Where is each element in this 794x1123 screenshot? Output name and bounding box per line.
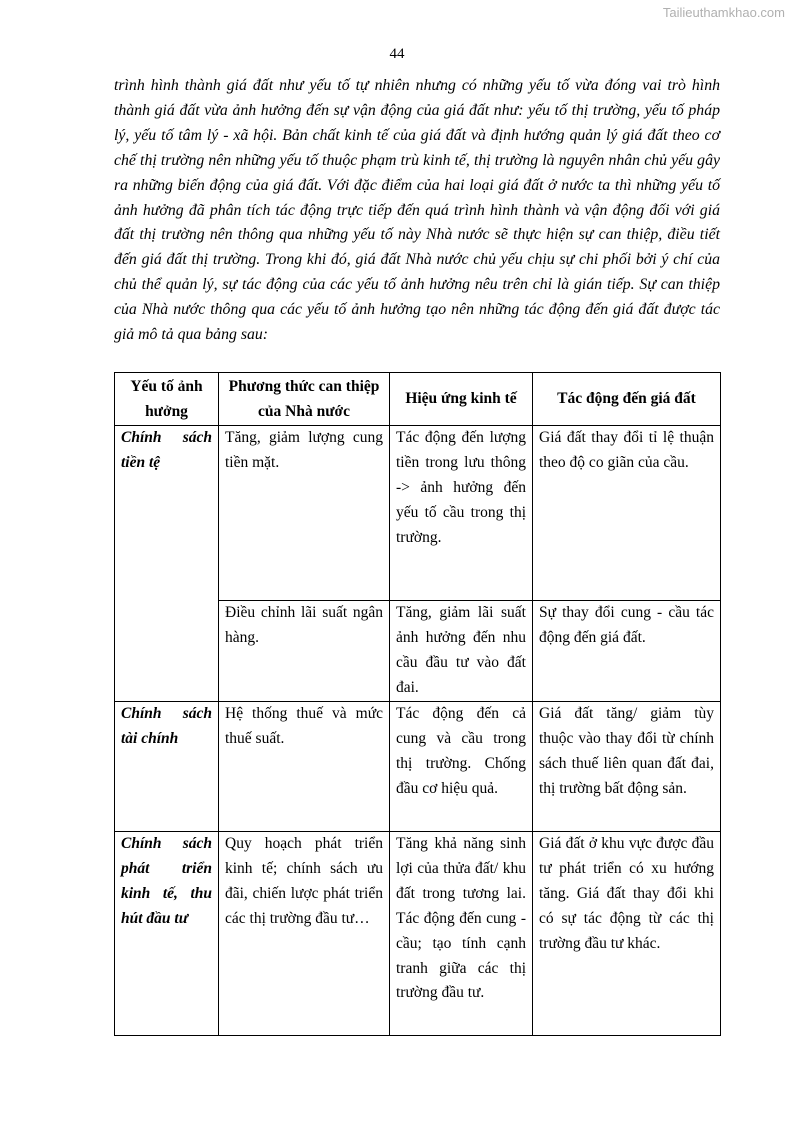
policy-table	[114, 372, 721, 1036]
effect-cell: Tác động đến cả cung và cầu trong thị trường. Chống đầu cơ hiệu quả.	[390, 702, 533, 832]
table-header-row	[115, 373, 721, 426]
page-number: 44	[389, 46, 405, 62]
effect-cell: Tăng khả năng sinh lợi của thửa đất/ khu đất trong tương lai. Tác động đến cung - cầu; tạo tính cạnh tranh giữa các thị trường đầu tư.	[390, 832, 533, 1036]
table-row	[115, 426, 721, 601]
header-factor: Yếu tố ảnh hưởng	[115, 373, 219, 426]
table-row	[115, 702, 721, 832]
method-cell: Tăng, giảm lượng cung tiền mặt.	[219, 426, 390, 601]
header-method: Phương thức can thiệp của Nhà nước	[219, 373, 390, 426]
impact-cell: Giá đất ở khu vực được đầu tư phát triển có xu hướng tăng. Giá đất thay đổi khi có sự tác động từ các thị trường đầu tư khác.	[533, 832, 721, 1036]
watermark: Tailieuthamkhao.com	[662, 5, 785, 20]
factor-cell: Chính sách tài chính	[115, 702, 219, 832]
factor-cell: Chính sách phát triển kinh tế, thu hút đầu tư	[115, 832, 219, 1036]
header-impact: Tác động đến giá đất	[533, 373, 721, 426]
impact-cell: Giá đất thay đổi tỉ lệ thuận theo độ co giãn của cầu.	[533, 426, 721, 601]
table-row	[115, 832, 721, 1036]
method-cell: Quy hoạch phát triển kinh tế; chính sách ưu đãi, chiến lược phát triển các thị trường đầu tư…	[219, 832, 390, 1036]
effect-cell: Tăng, giảm lãi suất ảnh hưởng đến nhu cầu đầu tư vào đất đai.	[390, 601, 533, 702]
impact-cell: Giá đất tăng/ giảm tùy thuộc vào thay đổi từ chính sách thuế liên quan đất đai, thị trường bất động sản.	[533, 702, 721, 832]
header-effect: Hiệu ứng kinh tế	[390, 373, 533, 426]
method-cell: Điều chỉnh lãi suất ngân hàng.	[219, 601, 390, 702]
method-cell: Hệ thống thuế và mức thuế suất.	[219, 702, 390, 832]
intro-paragraph: trình hình thành giá đất như yếu tố tự nhiên nhưng có những yếu tố vừa đóng vai trò hình thành giá đất vừa ảnh hưởng đến sự vận động của giá đất như: yếu tố thị trường, yếu tố pháp lý, yếu tố tâm lý - xã hội. Bản chất kinh tế của giá đất và định hướng quản lý giá đất theo cơ chế thị trường nên những yếu tố thuộc phạm trù kinh tế, thị trường là nguyên nhân chủ yếu gây ra những biến động của giá đất. Với đặc điểm của hai loại giá đất ở nước ta thì những yếu tố ảnh hưởng đã phân tích tác động trực tiếp đến quá trình hình thành và vận động đối với giá đất thị trường nên thông qua những yếu tố này Nhà nước sẽ thực hiện sự can thiệp, điều tiết đến giá đất thị trường. Trong khi đó, giá đất Nhà nước chủ yếu chịu sự chi phối bởi ý chí của chủ thể quản lý, sự tác động của các yếu tố ảnh hưởng nêu trên chỉ là gián tiếp. Sự can thiệp của Nhà nước thông qua các yếu tố ảnh hưởng tạo nên những tác động đến giá đất được tác giả mô tả qua bảng sau:	[114, 77, 720, 344]
factor-cell: Chính sách tiền tệ	[115, 426, 219, 702]
impact-cell: Sự thay đổi cung - cầu tác động đến giá đất.	[533, 601, 721, 702]
effect-cell: Tác động đến lượng tiền trong lưu thông -> ảnh hưởng đến yếu tố cầu trong thị trường.	[390, 426, 533, 601]
